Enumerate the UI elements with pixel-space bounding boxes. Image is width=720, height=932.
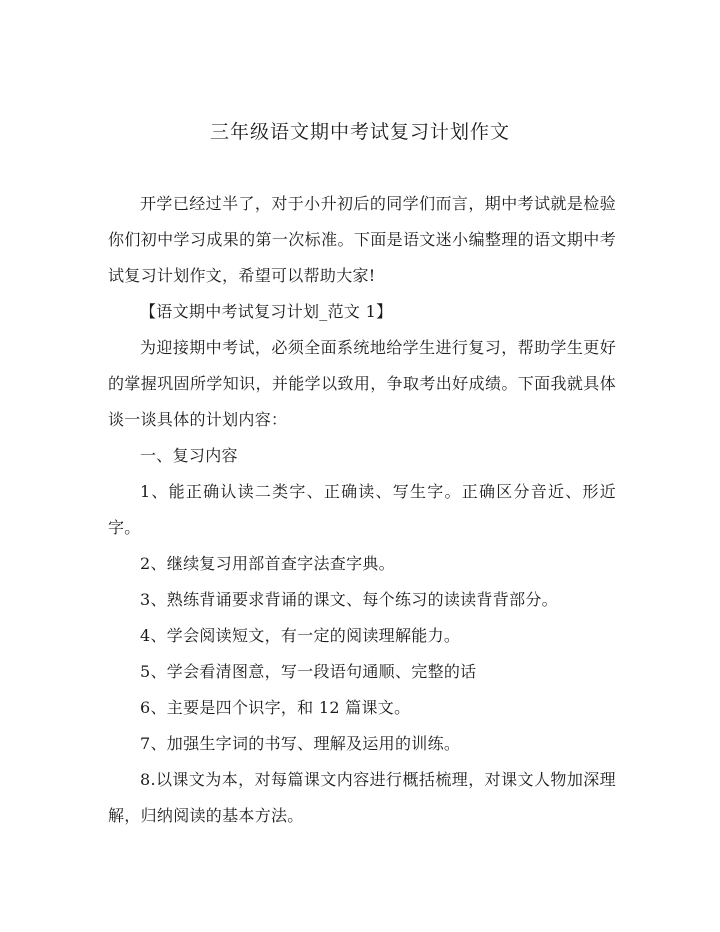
list-item: 4、学会阅读短文，有一定的阅读理解能力。 (140, 626, 461, 645)
list-item: 1、能正确认读二类字、正确读、写生字。正确区分音近、形近字。 (108, 482, 616, 537)
list-item: 8.以课文为本，对每篇课文内容进行概括梳理，对课文人物加深理解，归纳阅读的基本方法。 (108, 770, 616, 825)
list-item: 7、加强生字词的书写、理解及运用的训练。 (140, 734, 461, 753)
paragraph-review-content-heading: 一、复习内容 (140, 446, 238, 465)
paragraph-section-heading: 【语文期中考试复习计划_范文 1】 (140, 302, 393, 321)
document-body (108, 186, 616, 834)
list-item: 3、熟练背诵要求背诵的课文、每个练习的读读背背部分。 (140, 590, 558, 609)
paragraph-intro: 开学已经过半了，对于小升初后的同学们而言，期中考试就是检验你们初中学习成果的第一次标准。下面是语文迷小编整理的语文期中考试复习计划作文，希望可以帮助大家! (108, 194, 616, 285)
document-title: 三年级语文期中考试复习计划作文 (209, 121, 510, 143)
paragraph-plan-intro: 为迎接期中考试，必须全面系统地给学生进行复习，帮助学生更好的掌握巩固所学知识，并能学以致用，争取考出好成绩。下面我就具体谈一谈具体的计划内容： (108, 338, 616, 429)
list-item: 5、学会看清图意，写一段语句通顺、完整的话 (140, 662, 477, 681)
list-item: 2、继续复习用部首查字法查字典。 (140, 554, 395, 573)
list-item: 6、主要是四个识字，和 12 篇课文。 (140, 698, 411, 717)
